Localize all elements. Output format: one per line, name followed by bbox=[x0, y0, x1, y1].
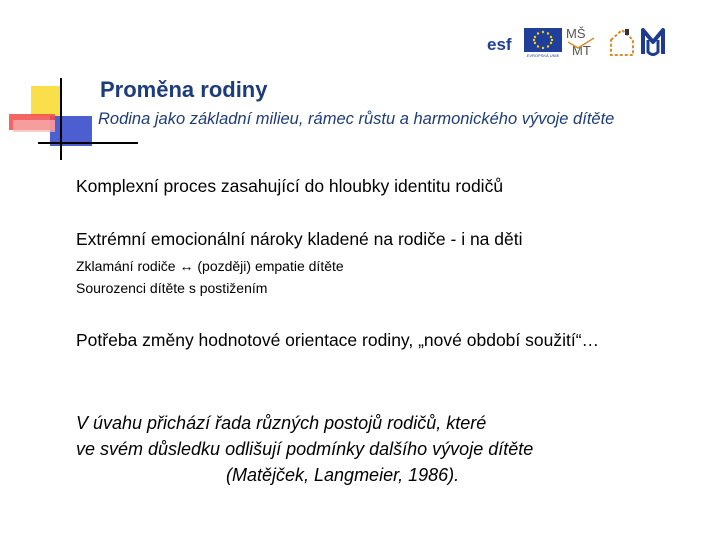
point-1: Komplexní proces zasahující do hloubky identitu rodičů bbox=[76, 176, 504, 196]
esf-logo bbox=[486, 30, 522, 56]
quote-block bbox=[76, 410, 616, 488]
quote-line-2: ve svém důsledku odlišují podmínky dalšího vývoje dítěte bbox=[76, 439, 534, 459]
esf-logo-text: esf bbox=[487, 35, 512, 54]
msmt-logo-text-2: MT bbox=[572, 43, 591, 58]
slide-subtitle: Rodina jako základní milieu, rámec růstu a harmonického vývoje dítěte bbox=[98, 110, 615, 128]
decor-vertical-line bbox=[60, 78, 62, 160]
msmt-logo bbox=[564, 24, 606, 58]
house-logo bbox=[608, 26, 636, 58]
eu-logo-caption: EVROPSKÁ UNIE bbox=[526, 53, 560, 58]
subpoint-2: Sourozenci dítěte s postižením bbox=[76, 280, 268, 296]
decor-pink-bar bbox=[13, 120, 55, 132]
mu-logo bbox=[640, 26, 666, 58]
msmt-logo-text-1: MŠ bbox=[566, 26, 586, 41]
point-2: Extrémní emocionální nároky kladené na rodiče - i na děti bbox=[76, 229, 523, 249]
quote-line-1: V úvahu přichází řada různých postojů rodičů, které bbox=[76, 413, 487, 433]
logo-strip bbox=[486, 22, 668, 60]
decor-horizontal-line bbox=[38, 142, 138, 144]
point-3: Potřeba změny hodnotové orientace rodiny, „nové období soužití“… bbox=[76, 330, 600, 350]
eu-flag-logo bbox=[524, 28, 562, 58]
decor-yellow-square bbox=[31, 86, 61, 116]
subpoint-1: Zklamání rodiče ↔ (později) empatie dítěte bbox=[76, 258, 344, 274]
slide-title: Proměna rodiny bbox=[100, 77, 268, 102]
quote-citation: (Matějček, Langmeier, 1986). bbox=[226, 465, 460, 485]
